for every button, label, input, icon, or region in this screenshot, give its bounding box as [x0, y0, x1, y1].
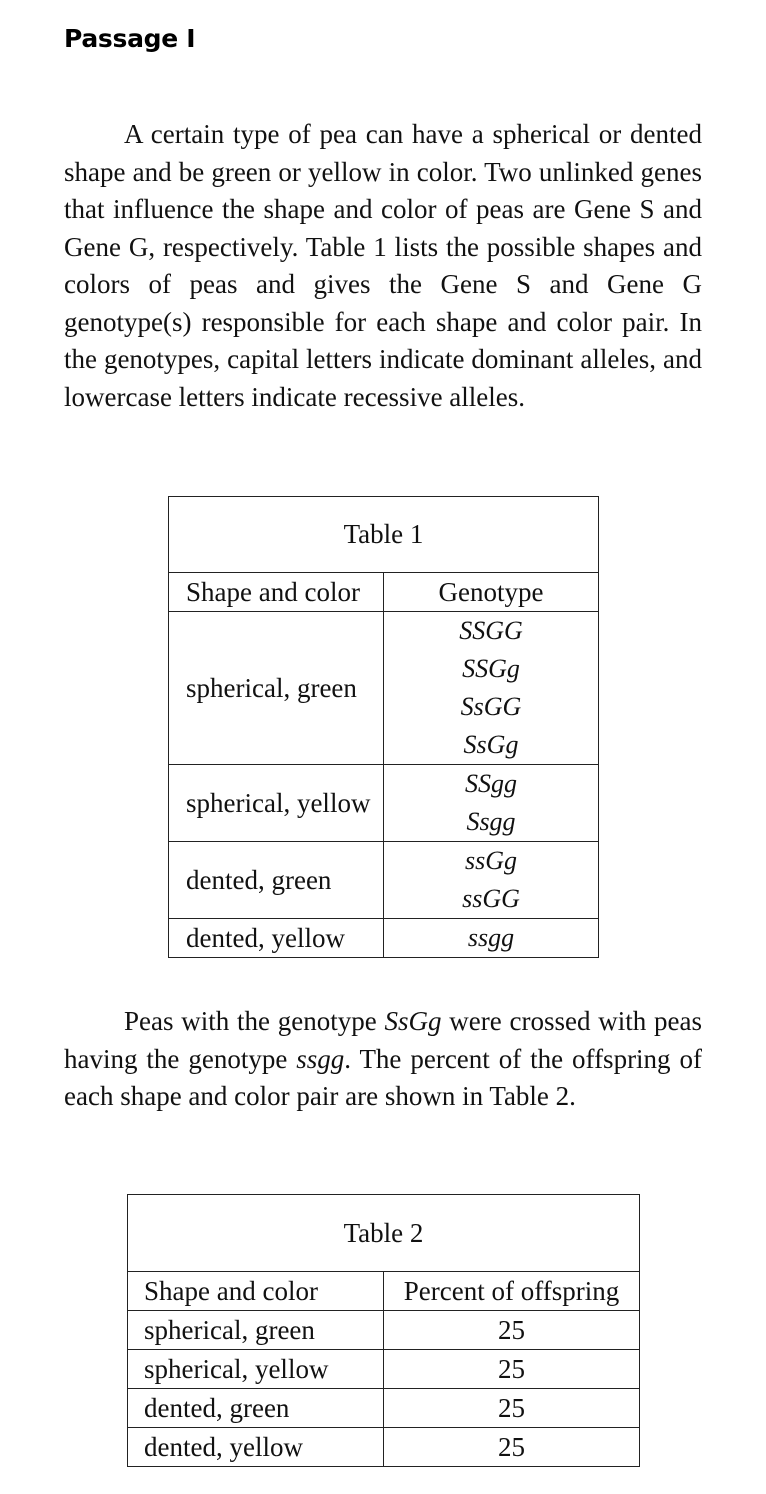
- cross-text-part1: Peas with the genotype: [124, 1006, 385, 1036]
- intro-paragraph: A certain type of pea can have a spherical or dented shape and be green or yellow in color. Two unlinked genes that influence the shape and color of peas are Gene S and Gene G, respectively. Table 1 lists the possible shapes and colors of peas and gives the Gene S and Gene G genotype(s) responsible for each shape and color pair. In the genotypes, capital letters indicate dominant alleles, and lowercase letters indicate recessive alleles.: [64, 119, 702, 412]
- cross-text-part2: were crossed with peas having the genotype: [64, 1006, 702, 1074]
- table-2-title: Table 2: [128, 1195, 640, 1272]
- shape-cell: dented, yellow: [128, 1428, 384, 1467]
- genotype-cell: [384, 919, 599, 958]
- passage-heading: Passage I: [64, 24, 196, 53]
- genotype-value: SSGg: [462, 654, 520, 683]
- table-1: [168, 496, 599, 958]
- genotype-cell: [384, 612, 599, 765]
- table-row: [169, 842, 599, 919]
- table-2-header-shape: Shape and color: [128, 1272, 384, 1311]
- shape-cell: dented, green: [169, 842, 384, 919]
- cross-genotype-1: SsGg: [384, 1006, 442, 1036]
- shape-cell: spherical, green: [128, 1311, 384, 1350]
- shape-cell: dented, yellow: [169, 919, 384, 958]
- percent-cell: 25: [384, 1389, 640, 1428]
- genotype-value: ssGG: [462, 884, 520, 913]
- shape-cell: spherical, green: [169, 612, 384, 765]
- table-row: [169, 919, 599, 958]
- table-2-header-percent: Percent of offspring: [384, 1272, 640, 1311]
- percent-cell: 25: [384, 1350, 640, 1389]
- percent-cell: 25: [384, 1428, 640, 1467]
- table-row: [128, 1311, 640, 1350]
- table-1-header-shape: Shape and color: [169, 573, 384, 612]
- genotype-value: SSgg: [465, 769, 517, 798]
- percent-cell: 25: [384, 1311, 640, 1350]
- table-1-header-genotype: Genotype: [384, 573, 599, 612]
- genotype-cell: [384, 842, 599, 919]
- table-2: [127, 1194, 640, 1467]
- table-row: [128, 1389, 640, 1428]
- table-row: [128, 1428, 640, 1467]
- shape-cell: dented, green: [128, 1389, 384, 1428]
- table-row: [169, 765, 599, 842]
- genotype-value: SsGG: [460, 692, 522, 721]
- shape-cell: spherical, yellow: [169, 765, 384, 842]
- table-1-title: Table 1: [169, 497, 599, 573]
- genotype-value: ssgg: [467, 923, 515, 952]
- genotype-cell: [384, 765, 599, 842]
- table-row: [128, 1350, 640, 1389]
- cross-genotype-2: ssgg: [296, 1043, 345, 1074]
- genotype-value: SSGG: [459, 616, 523, 645]
- cross-paragraph: [64, 1003, 702, 1116]
- genotype-value: SsGg: [463, 730, 519, 759]
- genotype-value: ssGg: [464, 846, 517, 875]
- shape-cell: spherical, yellow: [128, 1350, 384, 1389]
- table-row: [169, 612, 599, 765]
- genotype-value: Ssgg: [466, 807, 516, 836]
- cross-text-part3: . The percent of the offspring of each shape and color pair are shown in Table 2.: [64, 1043, 702, 1111]
